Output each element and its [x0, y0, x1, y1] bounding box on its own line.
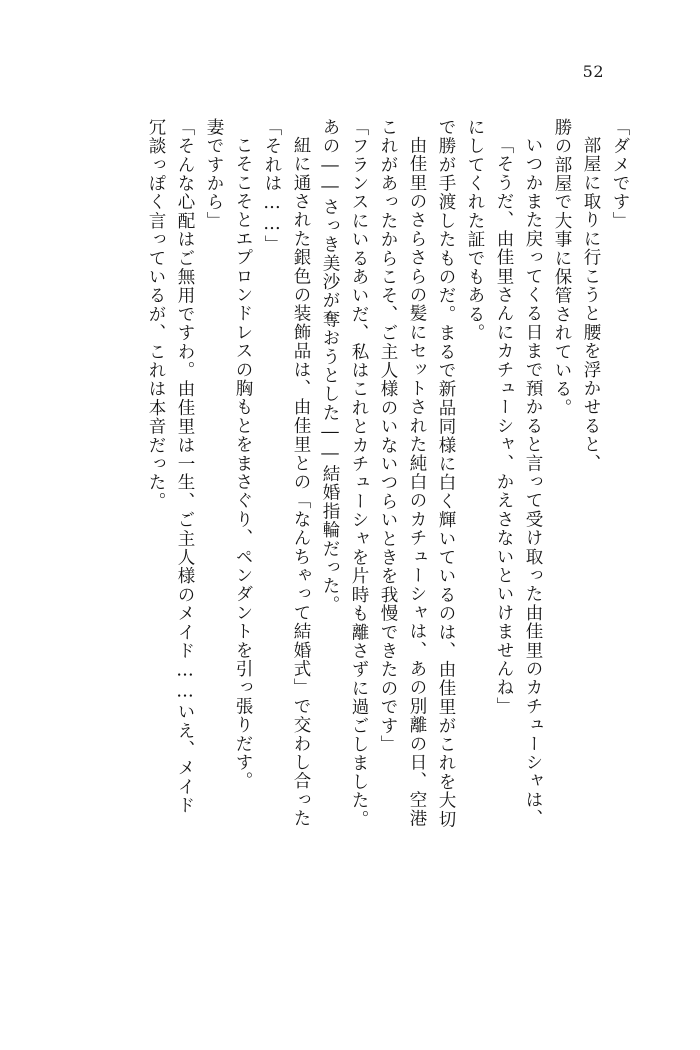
text-line: いつかまた戻ってくる日まで預かると言って受け取った由佳里のカチューシャは、 [523, 136, 543, 828]
text-line: 「ダメです」 [610, 118, 630, 231]
text-line: 「フランスにいるあいだ、私はこれとカチューシャを片時も離さずに過ごしました。 [349, 118, 369, 829]
text-line: 冗談っぽく言っているが、これは本音だった。 [146, 118, 166, 511]
text-line: で勝が手渡したものだ。まるで新品同様に白く輝いているのは、由佳里がこれを大切 [436, 118, 456, 829]
text-line: 由佳里のさらさらの髪にセットされた純白のカチューシャは、あの別離の日、空港 [407, 136, 427, 828]
text-line: 部屋に取りに行こうと腰を浮かせると、 [581, 136, 601, 473]
page-number: 52 [582, 62, 604, 81]
text-line: これがあったからこそ、ご主人様のいないつらいときを我慢できたのです」 [378, 118, 398, 754]
text-line: 「そんな心配はご無用ですわ。由佳里は一生、ご主人様のメイド……いえ、メイド [175, 118, 195, 815]
text-line: 「それは……」 [262, 118, 282, 254]
text-line: 妻ですから」 [204, 118, 224, 231]
text-line: 「そうだ、由佳里さんにカチューシャ、かえさないといけませんね」 [494, 136, 514, 716]
text-line: にしてくれた証でもある。 [465, 118, 485, 343]
vertical-text-body [64, 118, 628, 978]
text-line: 勝の部屋で大事に保管されている。 [552, 118, 572, 418]
text-line: こそこそとエプロンドレスの胸もとをまさぐり、ペンダントを引っ張りだす。 [233, 136, 253, 791]
text-line: あの――さっき美沙が奪おうとした――結婚指輪だった。 [320, 118, 340, 615]
text-line: 紐に通された銀色の装飾品は、由佳里との「なんちゃって結婚式」で交わし合った [291, 136, 311, 828]
